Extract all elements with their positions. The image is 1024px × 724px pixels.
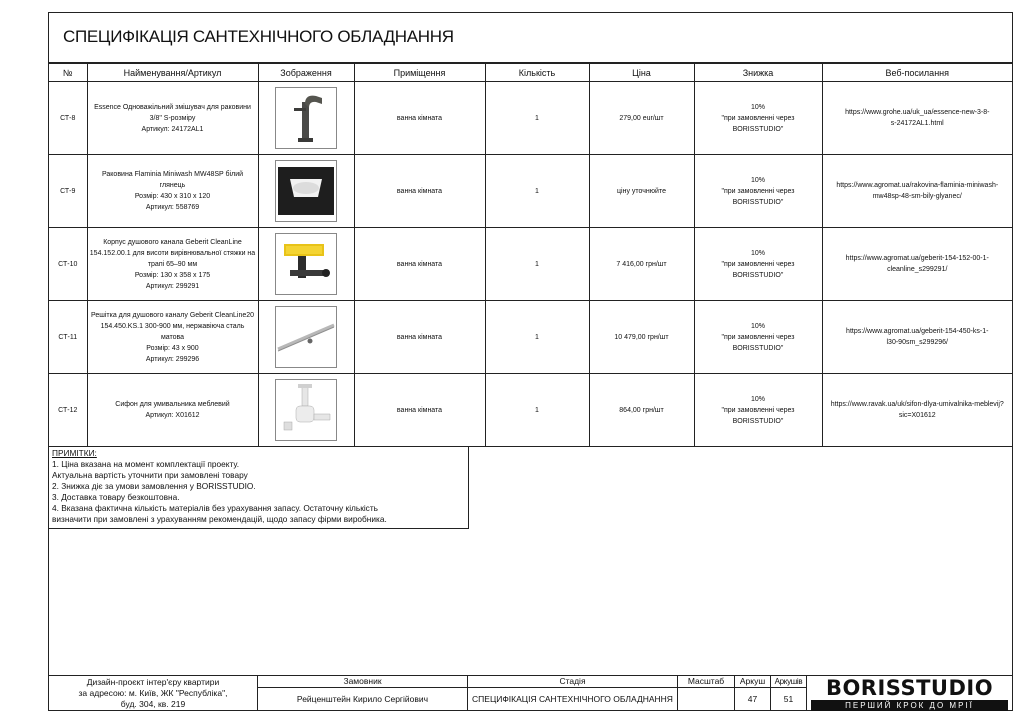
discount-line: 10%: [750, 176, 765, 184]
col-header-price: Ціна: [589, 64, 694, 82]
note-line: 1. Ціна вказана на момент комплектації проекту.: [52, 459, 240, 469]
discount-line: 10%: [750, 249, 765, 257]
cell-room: ванна кімната: [354, 228, 485, 301]
table-row: [49, 374, 1012, 447]
cell-discount: [694, 374, 822, 447]
cell-qty: 1: [485, 155, 589, 228]
cell-image: [258, 82, 354, 155]
discount-line: "при замовленні через: [721, 406, 795, 414]
discount-line: "при замовленні через: [721, 114, 795, 122]
project-line: за адресою: м. Київ, ЖК "Республіка",: [78, 688, 228, 698]
drain-grate-icon: [275, 306, 337, 368]
name-line: Артикул: X01612: [145, 412, 200, 419]
cell-qty: 1: [485, 82, 589, 155]
name-line: Артикул: 299296: [145, 355, 200, 363]
sheet-cell: [735, 676, 771, 711]
cell-name: [87, 155, 258, 228]
logo-text: BORISSTUDIO: [825, 676, 994, 700]
cell-qty: 1: [485, 301, 589, 374]
table-row: [49, 82, 1012, 155]
cell-price: 864,00 грн/шт: [589, 374, 694, 447]
cell-room: ванна кімната: [354, 374, 485, 447]
name-line: матова: [160, 333, 185, 341]
title-block: [49, 675, 1012, 711]
cell-discount: [694, 82, 822, 155]
cell-image: [258, 301, 354, 374]
cell-name: [87, 228, 258, 301]
discount-line: "при замовленні через: [721, 260, 795, 268]
name-line: трапі 65–90 мм: [147, 260, 198, 268]
col-header-num: №: [49, 64, 87, 82]
spec-table: [49, 63, 1012, 447]
cell-link[interactable]: [822, 374, 1012, 447]
client-value: Рейценштейн Кирило Сергійович: [296, 694, 429, 704]
col-header-room: Приміщення: [354, 64, 485, 82]
cell-image: [258, 155, 354, 228]
name-line: Артикул: 299291: [145, 282, 200, 290]
project-cell: [49, 676, 258, 711]
link-line: https://www.agromat.ua/rakovina-flaminia-miniwash-: [836, 182, 999, 189]
note-line: 3. Доставка товару безкоштовна.: [52, 492, 180, 502]
cell-name: [87, 301, 258, 374]
discount-line: BORISSTUDIO": [732, 125, 784, 133]
cell-num: СТ-8: [49, 82, 87, 155]
scale-value: [678, 687, 734, 711]
cell-price: ціну уточнюйте: [589, 155, 694, 228]
name-line: 3/8" S-розміру: [149, 114, 196, 122]
discount-line: 10%: [750, 395, 765, 403]
cell-discount: [694, 155, 822, 228]
note-line: визначити при замовлені з урахуванням рекомендацій, щодо запасу фірми виробника.: [52, 514, 387, 524]
project-line: буд. 304, кв. 219: [120, 699, 186, 709]
note-line: 2. Знижка діє за умови замовлення у BORISSTUDIO.: [52, 481, 256, 491]
discount-line: "при замовленні через: [721, 187, 795, 195]
cell-link[interactable]: [822, 228, 1012, 301]
link-line: https://www.agromat.ua/geberit-154-152-00-1-: [845, 255, 989, 262]
name-line: Розмір: 130 х 358 х 175: [134, 271, 211, 279]
scale-cell: [678, 676, 735, 711]
siphon-icon: [275, 379, 337, 441]
cell-price: 7 416,00 грн/шт: [589, 228, 694, 301]
name-line: 154.152.00.1 для висоти вирівнювальної стяжки на: [89, 249, 256, 257]
cell-name: [87, 82, 258, 155]
note-line: 4. Вказана фактична кількість матеріалів без урахування запасу. Остаточну кількість: [52, 503, 378, 513]
cell-discount: [694, 228, 822, 301]
table-row: [49, 301, 1012, 374]
cell-room: ванна кімната: [354, 301, 485, 374]
link-line: s-24172AL1.html: [890, 120, 944, 127]
cell-image: [258, 228, 354, 301]
cell-link[interactable]: [822, 301, 1012, 374]
client-cell: [258, 676, 468, 711]
table-row: [49, 228, 1012, 301]
stage-label: Стадія: [468, 676, 677, 688]
col-header-name: Найменування/Артикул: [87, 64, 258, 82]
discount-line: BORISSTUDIO": [732, 271, 784, 279]
cell-price: 279,00 eur/шт: [589, 82, 694, 155]
col-header-image: Зображення: [258, 64, 354, 82]
scale-label: Масштаб: [678, 676, 734, 688]
name-line: Решітка для душового каналу Geberit CleanLine20: [90, 311, 255, 319]
brand-logo: [807, 676, 1012, 711]
sheets-value: 51: [783, 694, 794, 704]
faucet-icon: [275, 87, 337, 149]
col-header-discount: Знижка: [694, 64, 822, 82]
stage-cell: [468, 676, 678, 711]
name-line: Корпус душового канала Geberit CleanLine: [103, 238, 242, 246]
page-title: СПЕЦИФІКАЦІЯ САНТЕХНІЧНОГО ОБЛАДНАННЯ: [63, 27, 454, 46]
cell-name: [87, 374, 258, 447]
name-line: Артикул: 24172AL1: [141, 125, 204, 133]
discount-line: 10%: [750, 103, 765, 111]
cell-link[interactable]: [822, 82, 1012, 155]
note-line: Актуальна вартість уточнити при замовлені товару: [52, 470, 248, 480]
cell-room: ванна кімната: [354, 155, 485, 228]
cell-image: [258, 374, 354, 447]
discount-line: BORISSTUDIO": [732, 344, 784, 352]
cell-link[interactable]: [822, 155, 1012, 228]
drain-body-icon: [275, 233, 337, 295]
link-line: https://www.ravak.ua/uk/sifon-dlya-umivalnika-meblevij?: [830, 401, 1004, 408]
name-line: Сифон для умивальника меблевий: [115, 401, 230, 408]
name-line: Артикул: 558769: [145, 204, 200, 211]
sheets-cell: [771, 676, 807, 711]
link-line: sic=X01612: [898, 412, 936, 419]
name-line: Розмір: 43 х 900: [146, 344, 199, 352]
name-line: Розмір: 430 х 310 х 120: [134, 193, 211, 200]
spec-sheet: [48, 12, 1013, 711]
link-line: https://www.grohe.ua/uk_ua/essence-new-3-8-: [845, 109, 990, 116]
table-header-row: [49, 64, 1012, 82]
cell-qty: 1: [485, 228, 589, 301]
notes-block: [49, 446, 469, 529]
cell-price: 10 479,00 грн/шт: [589, 301, 694, 374]
cell-room: ванна кімната: [354, 82, 485, 155]
sink-icon: [275, 160, 337, 222]
discount-line: BORISSTUDIO": [732, 198, 784, 206]
cell-num: СТ-11: [49, 301, 87, 374]
discount-line: BORISSTUDIO": [732, 417, 784, 425]
stage-value: СПЕЦИФІКАЦІЯ САНТЕХНІЧНОГО ОБЛАДНАННЯ: [472, 694, 673, 704]
link-line: mw48sp-48-sm-bily-glyanec/: [872, 193, 962, 200]
cell-num: СТ-9: [49, 155, 87, 228]
col-header-qty: Кількість: [485, 64, 589, 82]
logo-tagline: ПЕРШИЙ КРОК ДО МРІЇ: [811, 700, 1008, 711]
col-header-link: Веб-посилання: [822, 64, 1012, 82]
cell-num: СТ-10: [49, 228, 87, 301]
project-line: Дизайн-проєкт інтер'єру квартири: [86, 677, 220, 687]
sheets-label: Аркушів: [771, 676, 806, 688]
discount-line: 10%: [750, 322, 765, 330]
link-line: l30-90sm_s299296/: [886, 339, 948, 346]
client-label: Замовник: [258, 676, 467, 688]
name-line: 154.450.KS.1 300-900 мм, нержавіюча сталь: [100, 322, 245, 330]
sheet-value: 47: [747, 694, 758, 704]
discount-line: "при замовленні через: [721, 333, 795, 341]
cell-qty: 1: [485, 374, 589, 447]
cell-num: СТ-12: [49, 374, 87, 447]
link-line: cleanline_s299291/: [887, 266, 948, 273]
notes-heading: ПРИМІТКИ:: [52, 448, 97, 458]
cell-discount: [694, 301, 822, 374]
link-line: https://www.agromat.ua/geberit-154-450-ks-1-: [846, 328, 989, 335]
name-line: Раковина Flaminia Miniwash MW48SP білий глянець: [101, 171, 244, 189]
sheet-label: Аркуш: [735, 676, 770, 688]
table-row: [49, 155, 1012, 228]
name-line: Essence Одноважільний змішувач для раковини: [94, 103, 251, 111]
